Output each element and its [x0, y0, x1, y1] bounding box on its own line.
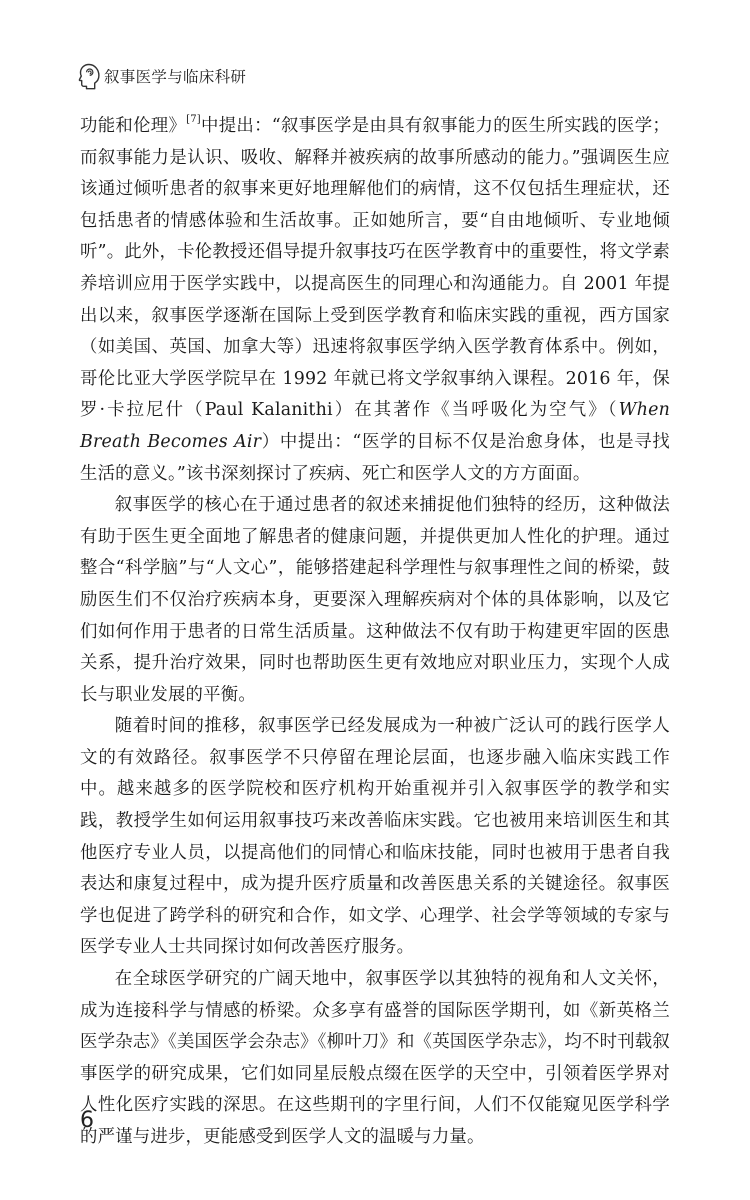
paragraph-2: 叙事医学的核心在于通过患者的叙述来捕捉他们独特的经历，这种做法有助于医生更全面地了解患者的健康问题，并提供更加人性化的护理。通过整合“科学脑”与“人文心”，能够搭建起科学理性与叙事理性之间的桥梁，鼓励医生们不仅治疗疾病本身，更要深入理解疾病对个体的具体影响，以及它们如何作用于患者的日常生活质量。这种做法不仅有助于构建更牢固的医患关系，提升治疗效果，同时也帮助医生更有效地应对职业压力，实现个人成长与职业发展的平衡。: [80, 495, 670, 705]
body-text: [80, 111, 670, 1154]
paragraph-1: [80, 111, 670, 490]
paragraph-1-part-a: 功能和伦理》: [80, 116, 187, 136]
citation-ref: [7]: [186, 114, 201, 126]
paragraph-1-part-b: 中提出：“叙事医学是由具有叙事能力的医生所实践的医学；而叙事能力是认识、吸收、解释并被疾病的故事所感动的能力。”强调医生应该通过倾听患者的叙事来更好地理解他们的病情，这不仅包括生理症状，还包括患者的情感体验和生活故事。正如她所言，要“自由地倾听、专业地倾听”。此外，卡伦教授还倡导提升叙事技巧在医学教育中的重要性，将文学素养培训应用于医学实践中，以提高医生的同理心和沟通能力。自 2001 年提出以来，叙事医学逐渐在国际上受到医学教育和临床实践的重视，西方国家（如美国、英国、加拿大等）迅速将叙事医学纳入医学教育体系中。例如，哥伦比亚大学医学院早在 1992 年就已将文学叙事纳入课程。2016 年，保罗·卡拉尼什（Paul Kalanithi）在其著作《当呼吸化为空气》（: [80, 116, 671, 421]
paragraph-3: 随着时间的推移，叙事医学已经发展成为一种被广泛认可的践行医学人文的有效路径。叙事医学不只停留在理论层面，也逐步融入临床实践工作中。越来越多的医学院校和医疗机构开始重视并引入叙事医学的教学和实践，教授学生如何运用叙事技巧来改善临床实践。它也被用来培训医生和其他医疗专业人员，以提高他们的同情心和临床技能，同时也被用于患者自我表达和康复过程中，成为提升医疗质量和改善医患关系的关键途径。叙事医学也促进了跨学科的研究和合作，如文学、心理学、社会学等领域的专家与医学专业人士共同探讨如何改善医疗服务。: [80, 716, 670, 958]
book-title-english: When Breath Becomes Air: [80, 400, 670, 452]
head-outline-icon: [76, 62, 100, 90]
page-number: 6: [80, 1108, 94, 1133]
running-header: [76, 58, 246, 94]
paragraph-4: 在全球医学研究的广阔天地中，叙事医学以其独特的视角和人文关怀，成为连接科学与情感的桥梁。众多享有盛誉的国际医学期刊，如《新英格兰医学杂志》《美国医学会杂志》《柳叶刀》和《英国医学杂志》，均不时刊载叙事医学的研究成果，它们如同星辰般点缀在医学的天空中，引领着医学界对人性化医疗实践的深思。在这些期刊的字里行间，人们不仅能窥见医学科学的严谨与进步，更能感受到医学人文的温暖与力量。: [80, 969, 670, 1147]
header-title: 叙事医学与临床科研: [104, 68, 247, 86]
paragraph-1-part-c: ）中提出：“医学的目标不仅是治愈身体，也是寻找生活的意义。”该书深刻探讨了疾病、死亡和医学人文的方方面面。: [80, 431, 670, 484]
